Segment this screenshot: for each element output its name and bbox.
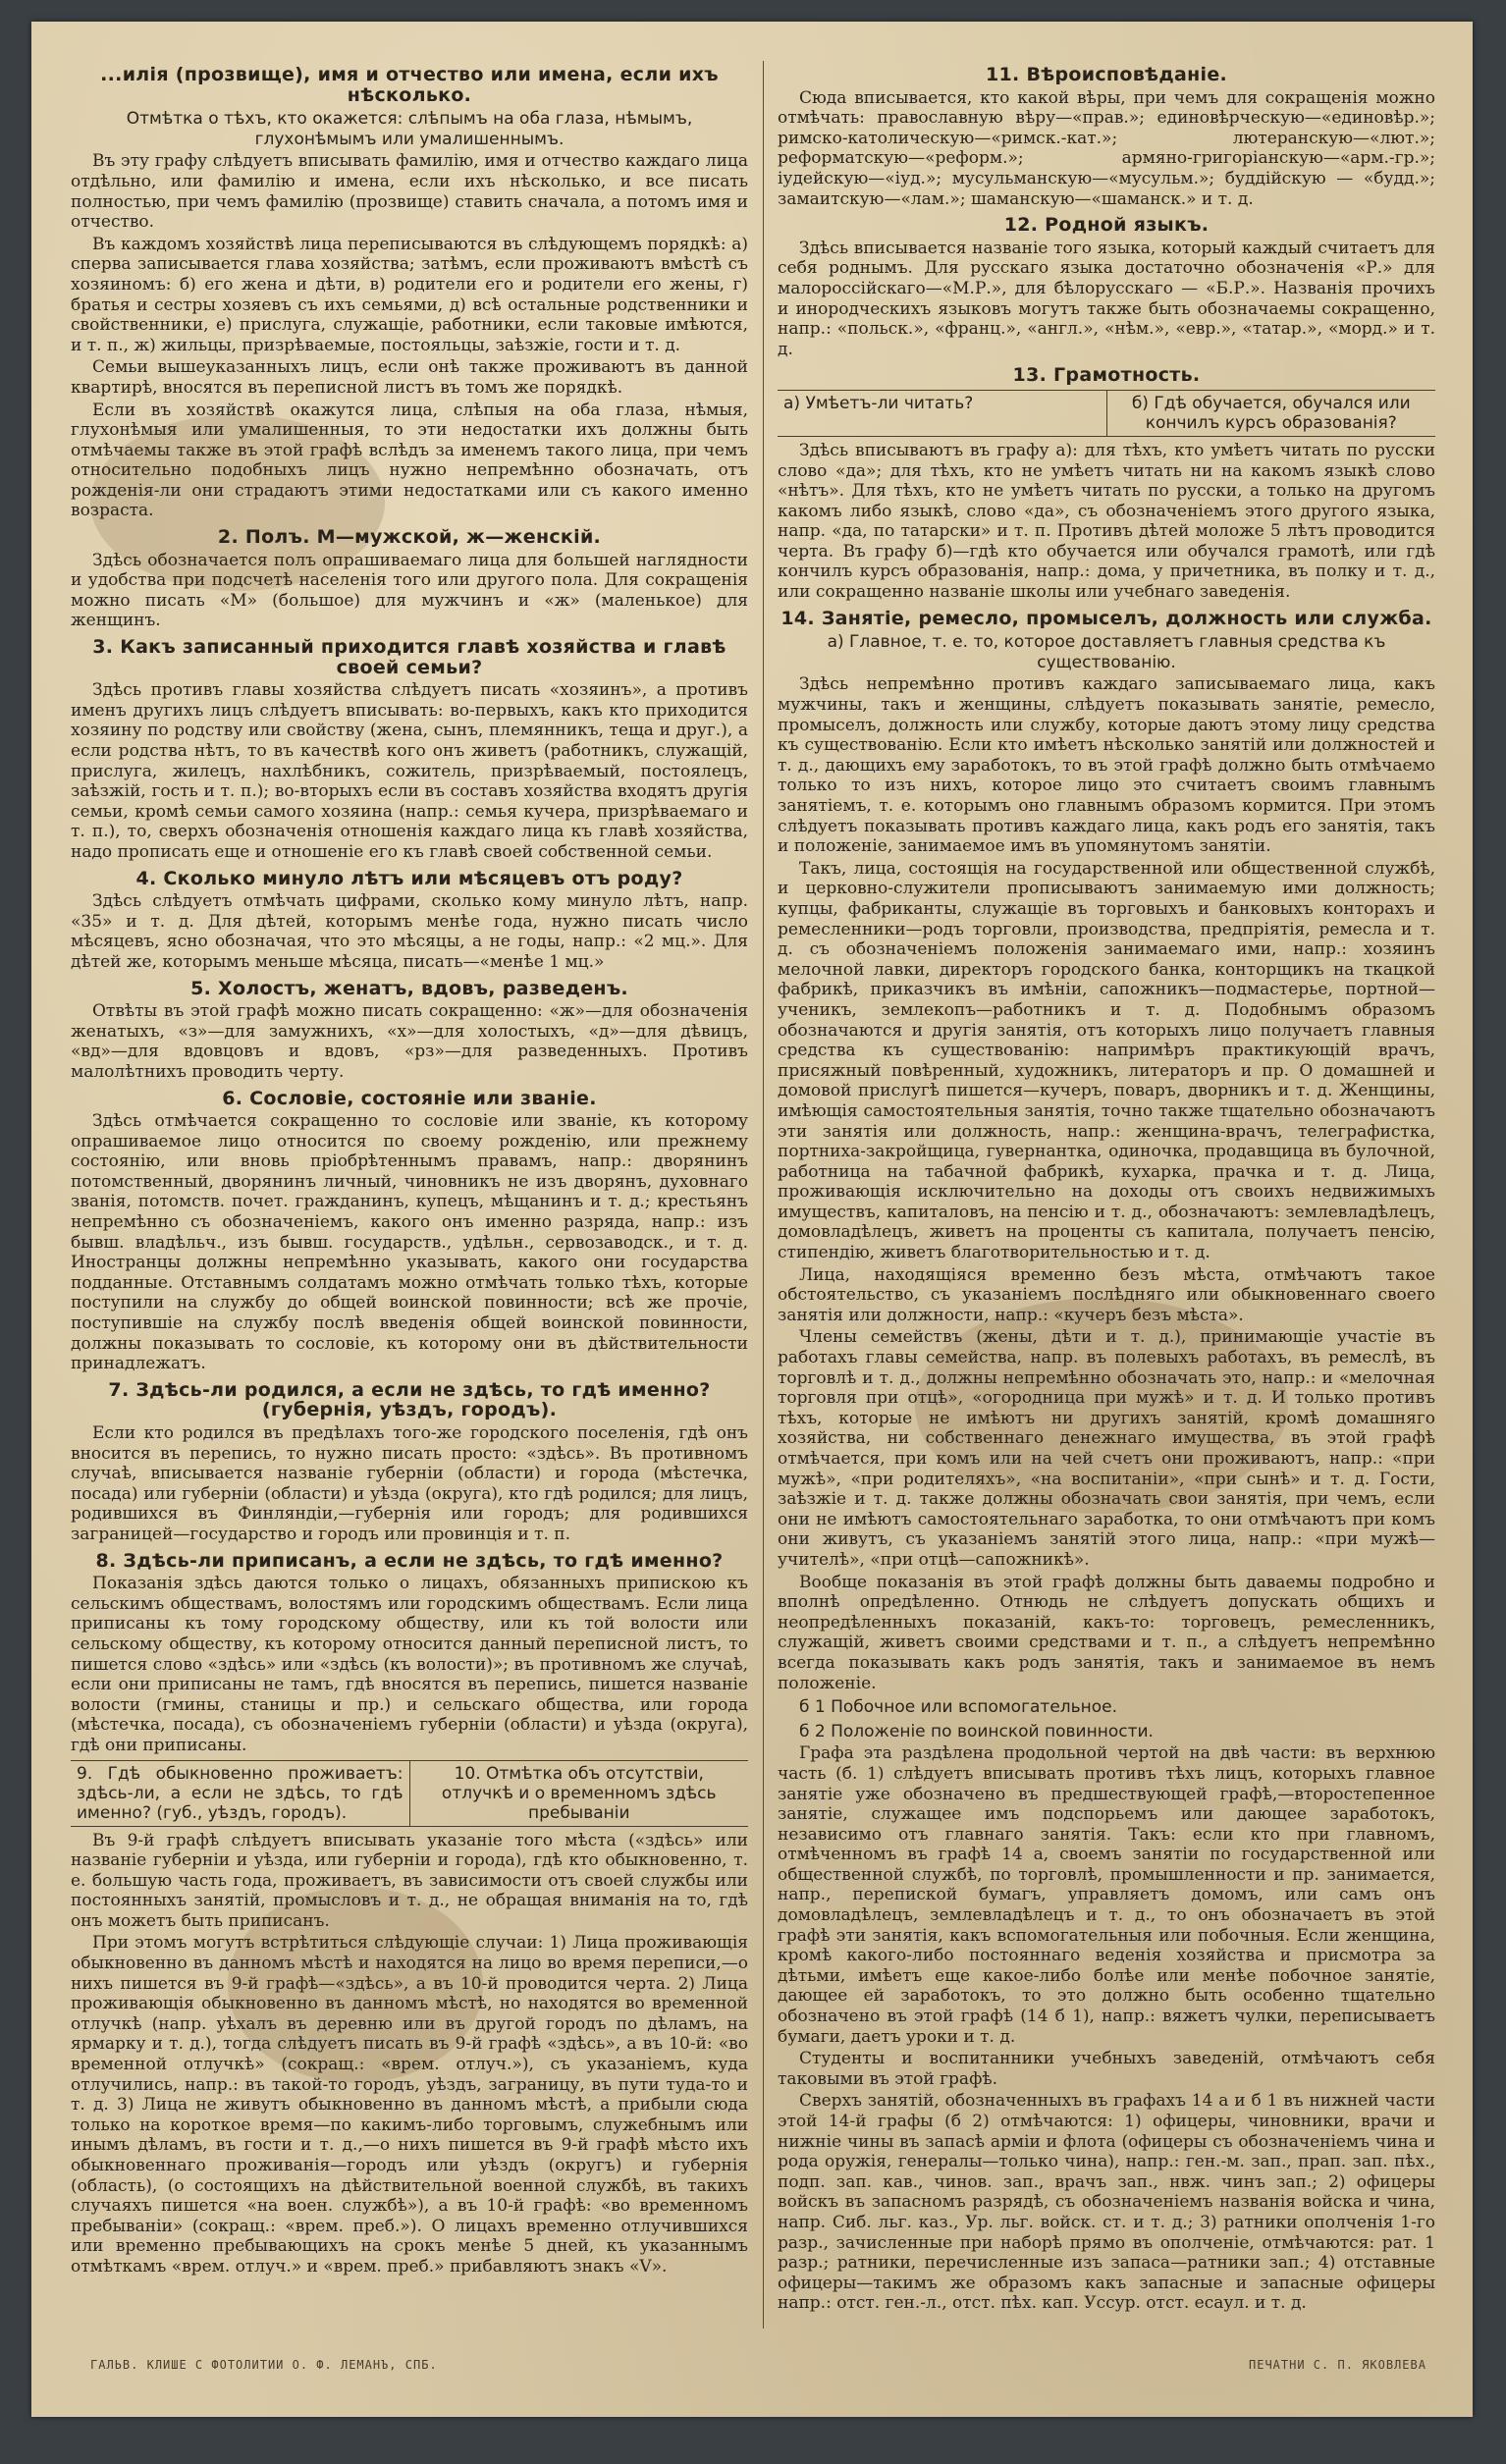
section-14-b1-header: б 1 Побочное или вспомогательное. [799, 1697, 1118, 1718]
paragraph: Здѣсь вписывается названіе того языка, который каждый считаетъ для себя роднымъ. Для русскаго языка достаточно обозначенія «Р.» для малороссійскаго—«М.Р.», для бѣлорусскаго — «Б.Р.». Названія прочихъ и инородческихъ языковъ могутъ также быть обозначаемы сокращенно, напр.: «польск.», «франц.», «англ.», «нѣм.», «евр.», «татар.», «морд.» и т. д. [778, 238, 1435, 359]
section-9-header: 9. Гдѣ обыкновенно проживаетъ: здѣсь-ли, а если не здѣсь, то гдѣ именно? (губ., уѣздъ, городъ). [77, 1763, 403, 1823]
section-13-table [778, 390, 1435, 437]
paragraph: Лица, находящіяся временно безъ мѣста, отмѣчаютъ такое обстоятельство, съ указаніемъ послѣдняго или обыкновеннаго своего занятія или должности, напр.: «кучеръ безъ мѣста». [778, 1264, 1435, 1325]
paragraph: Если въ хозяйствѣ окажутся лица, слѣпыя на оба глаза, нѣмыя, глухонѣмыя или умалишенныя, то эти недостатки ихъ должны быть отмѣчаемы также въ этой графѣ вслѣдъ за именемъ такого лица, при чемъ относительно подобныхъ лицъ нужно непремѣнно обозначать, отъ рожденія-ли они страдаютъ этими недостатками или съ какого именно возраста. [71, 400, 748, 521]
paragraph: Въ каждомъ хозяйствѣ лица переписываются въ слѣдующемъ порядкѣ: а) сперва записывается глава хозяйства; затѣмъ, если проживаютъ вмѣстѣ съ хозяиномъ: б) его жена и дѣти, в) родители его и родители его жены, г) братья и сестры хозяевъ съ ихъ семьями, д) всѣ остальные родственники и свойственники, е) прислуга, служащіе, работники, если таковые имѣются, и т. п., ж) жильцы, призрѣваемые, постояльцы, заѣзжіе, гости и т. д. [71, 234, 748, 355]
sections-9-10-table [71, 1760, 748, 1827]
paragraph: Здѣсь противъ главы хозяйства слѣдуетъ писать «хозяинъ», а противъ именъ другихъ лицъ слѣдуетъ вписывать: во-первыхъ, какъ кто приходится хозяину по родству или свойству (жена, сынъ, племянникъ, теща и друг.), а если родства нѣтъ, то въ качествѣ кого онъ живетъ (работникъ, служащій, прислуга, жилецъ, нахлѣбникъ, сожитель, призрѣваемый, постоялецъ, заѣзжій, гость и т. п.); во-вторыхъ если въ составъ хозяйства входятъ другія семьи, кромѣ семьи самого хозяина (напр.: семья кучера, призрѣваемаго и т. п.), то, сверхъ обозначенія отношенія каждаго лица къ главѣ хозяйства, надо прописать еще и отношеніе его къ главѣ своей собственной семьи. [71, 680, 748, 862]
printer-imprint-left: ГАЛЬВ. КЛИШЕ С ФОТОЛИТИИ О. Ф. ЛЕМАНЪ, СПБ. [90, 2358, 438, 2372]
section-4-header: 4. Сколько минуло лѣтъ или мѣсяцевъ отъ роду? [135, 867, 683, 889]
paragraph: Въ эту графу слѣдуетъ вписывать фамилію, имя и отчество каждаго лица отдѣльно, или фамилію и имена, если ихъ нѣсколько, и все писать полностью, при чемъ фамилію (прозвище) ставить сначала, а потомъ имя и отчество. [71, 151, 748, 233]
section-2-header: 2. Полъ. М—мужской, ж—женскій. [217, 526, 602, 549]
section-14-subheader: а) Главное, т. е. то, которое доставляетъ главныя средства къ существованію. [827, 632, 1386, 672]
section-11-header: 11. Вѣроисповѣданіе. [985, 64, 1228, 85]
column-divider [763, 61, 764, 2329]
paragraph: Графа эта раздѣлена продольной чертой на двѣ части: въ верхнюю часть (б. 1) слѣдуетъ вписывать противъ тѣхъ лицъ, которыхъ главное занятіе уже обозначено въ предшествующей графѣ,—второстепенное занятіе, служащее имъ подспорьемъ или дающее заработокъ, независимо отъ главнаго занятія. Такъ: если кто при главномъ, отмѣченномъ въ графѣ 14 а, своемъ занятіи по государственной или общественной службѣ, по торговлѣ, промышленности и пр. занимается, напр., перепиской бумагъ, управляетъ домомъ, или самъ онъ домовладѣлецъ, землевладѣлецъ и т. д., то онъ обозначаетъ въ этой графѣ эти занятія, какъ вспомогательныя или побочныя. Если женщина, кромѣ какого-либо постояннаго веденія хозяйства и присмотра за дѣтьми, имѣетъ еще какое-либо болѣе или менѣе побочное занятіе, дающее ей заработокъ, то это должно быть особенно тщательно обозначено въ этой графѣ (14 б 1), напр.: вяжетъ чулки, переписываетъ бумаги, даетъ уроки и т. д. [778, 1743, 1435, 2047]
paragraph: Сюда вписывается, кто какой вѣры, при чемъ для сокращенія можно отмѣчать: православную вѣру—«прав.»; единовѣрческую—«единовѣр.»; римско-католическую—«римск.-кат.»; лютеранскую—«лют.»; реформатскую—«реформ.»; армяно-григоріанскую—«арм.-гр.»; іудейскую—«іуд.»; мусульманскую—«мусульм.»; буддійскую — «будд.»; замаитскую—«лам.»; шаманскую—«шаманск.» и т. д. [778, 87, 1435, 209]
paragraph: Сверхъ занятій, обозначенныхъ въ графахъ 14 а и б 1 въ нижней части этой 14-й графы (б 2) отмѣчаются: 1) офицеры, чиновники, врачи и нижніе чины въ запасѣ арміи и флота (офицеры съ обозначеніемъ чина и рода оружія, генералы—только чина), напр.: ген.-м. зап., прап. зап. пѣх., подп. зап. кав., чинов. зап., врачъ зап., нвж. чинъ зап.; 2) офицеры войскъ въ запасномъ разрядѣ, съ обозначеніемъ названія войска и чина, напр. Сиб. льг. каз., Ур. льг. войск. ст. и т. д.; 3) ратники ополченія 1-го разр., зачисленные при наборѣ прямо въ ополченіе, отмѣчаются: рат. 1 разр.; ратники, перечисленные изъ запаса—ратники зап.; 4) отставные офицеры—такимъ же образомъ какъ запасные и запасные офицеры напр.: отст. ген.-л., отст. пѣх. кап. Уссур. отст. есаул. и т. д. [778, 2091, 1435, 2314]
section-12-header: 12. Родной языкъ. [1003, 214, 1210, 237]
section-8-header: 8. Здѣсь-ли приписанъ, а если не здѣсь, то гдѣ именно? [95, 1549, 724, 1572]
right-column [778, 59, 1435, 2316]
section-5-header: 5. Холостъ, женатъ, вдовъ, разведенъ. [190, 977, 628, 999]
section-7-header: 7. Здѣсь-ли родился, а если не здѣсь, то гдѣ именно? (губернія, уѣздъ, городъ). [108, 1378, 711, 1421]
left-column [71, 59, 748, 2279]
paragraph: Здѣсь отмѣчается сокращенно то сословіе или званіе, къ которому опрашиваемое лицо относится по своему рожденію, или прежнему состоянію, или вновь пріобрѣтеннымъ правамъ, напр.: дворянинъ потомственный, дворянинъ личный, чиновникъ не изъ дворянъ, духовнаго званія, потомств. почет. гражданинъ, купецъ, мѣщанинъ и т. д.; крестьянъ непремѣнно съ обозначеніемъ, какого онъ именно разряда, напр.: изъ бывш. владѣльч., изъ бывш. государств., удѣльн., сервозаводск., и т. д. Иностранцы должны непремѣнно указывать, какого они государства подданные. Отставнымъ солдатамъ можно отмѣчать только тѣхъ, которые поступили на службу до общей воинской повинности; всѣ же прочіе, поступившіе на службу послѣ введенія общей воинской повинности, должны показывать то сословіе, къ которому они въ дѣйствительности принадлежатъ. [71, 1111, 748, 1374]
paragraph: Отвѣты въ этой графѣ можно писать сокращенно: «ж»—для обозначенія женатыхъ, «з»—для замужнихъ, «х»—для холостыхъ, «д»—для дѣвицъ, «вд»—для вдовцовъ и вдовъ, «рз»—для разведенныхъ. Противъ малолѣтнихъ проводить черту. [71, 1001, 748, 1082]
paragraph: Въ 9-й графѣ слѣдуетъ вписывать указаніе того мѣста («здѣсь» или названіе губерніи и уѣзда, или губерніи и города), гдѣ кто обыкновенно, т. е. большую часть года, проживаетъ, въ зависимости отъ своей службы или постоянныхъ занятій, промысловъ и т. д., не обращая вниманія на то, гдѣ онъ можетъ быть приписанъ. [71, 1830, 748, 1931]
section-14-header: 14. Занятіе, ремесло, промыселъ, должность или служба. [780, 607, 1432, 629]
paragraph: Здѣсь непремѣнно противъ каждаго записываемаго лица, какъ мужчины, такъ и женщины, слѣдуетъ показывать занятіе, ремесло, промыселъ, должность или службу, которые даютъ этому лицу средства къ существованію. Если кто имѣетъ нѣсколько занятій или должностей и т. д., дающихъ ему заработокъ, то въ этой графѣ должно быть отмѣчаемо только то изъ нихъ, которое лицо это считаетъ своимъ главнымъ занятіемъ, т. е. которымъ оно главнымъ образомъ кормится. При этомъ слѣдуетъ показывать противъ каждаго лица, какъ родъ его занятія, такъ и положеніе, занимаемое имъ въ упомянутомъ занятіи. [778, 674, 1435, 857]
paragraph: Семьи вышеуказанныхъ лицъ, если онѣ также проживаютъ въ данной квартирѣ, вносятся въ переписной листъ въ томъ же порядкѣ. [71, 357, 748, 398]
paragraph: Вообще показанія въ этой графѣ должны быть даваемы подробно и вполнѣ опредѣленно. Отнюдь не слѣдуетъ допускать общихъ и неопредѣленныхъ показаній, какъ-то: торговецъ, ремесленникъ, служащій, живетъ своими средствами и т. п., а слѣдуетъ непремѣнно всегда показывать какъ родъ занятія, такъ и занимаемое въ немъ положеніе. [778, 1572, 1435, 1693]
section-10-header: 10. Отмѣтка объ отсутствіи, отлучкѣ и о временномъ здѣсь пребываніи [409, 1761, 749, 1826]
paragraph: Такъ, лица, состоящія на государственной или общественной службѣ, и церковно-служители прописываютъ занимаемую ими должность; купцы, фабриканты, служащіе въ торговыхъ и банковыхъ конторахъ и ремесленники—родъ торговли, производства, предпріятія, ремесла и т. д. съ обозначеніемъ положенія занимаемаго ими, напр.: хозяинъ мелочной лавки, директоръ городского банка, конторщикъ на ткацкой фабрикѣ, приказчикъ въ имѣніи, сапожникъ—подмастерье, портной—ученикъ, землекопъ—работникъ и т. д. Подобнымъ образомъ обозначаются и другія занятія, отъ которыхъ лицо получаетъ главныя средства къ существованію: напримѣръ практикующій врачъ, присяжный повѣренный, художникъ, литераторъ и пр. О домашней и домовой прислугѣ пишется—кучеръ, поваръ, дворникъ и т. д. Женщины, имѣющія самостоятельныя занятія, точно также тщательно обозначаютъ эти занятія или должность, напр.: женщина-врачъ, телеграфистка, портниха-закройщица, гувернантка, одиночка, продавщица въ булочной, работница на табачной фабрикѣ, кухарка, прачка и т. д. Лица, проживающія исключительно на доходы отъ своихъ недвижимыхъ имуществъ, капиталовъ, на пенсію и т. д., обозначаютъ: землевладѣлецъ, домовладѣлецъ, живетъ на проценты съ капитала, получаетъ пенсію, стипендію, живетъ благотворительностью и т. д. [778, 858, 1435, 1263]
paragraph: При этомъ могутъ встрѣтиться слѣдующіе случаи: 1) Лица проживающія обыкновенно въ данномъ мѣстѣ и находятся на лицо во время переписи,—о нихъ пишется въ 9-й графѣ—«здѣсь», а въ 10-й проводится черта. 2) Лица проживающія обыкновенно въ данномъ мѣстѣ, но находятся во временной отлучкѣ (напр. уѣхалъ въ деревню или въ другой городъ по дѣламъ, на ярмарку и т. д.), тогда слѣдуетъ писать въ 9-й графѣ «здѣсь», а въ 10-й: «во временной отлучкѣ» (сокращ.: «врем. отлуч.»), съ указаніемъ, куда отлучились, напр.: въ такой-то городъ, уѣздъ, заграницу, въ пути туда-то и т. д. 3) Лица не живутъ обыкновенно въ данномъ мѣстѣ, а прибыли сюда только на короткое время—по какимъ-либо торговымъ, служебнымъ или инымъ дѣламъ, въ гости и т. д.,—о нихъ пишется въ 9-й графѣ мѣсто ихъ обыкновеннаго проживанія—городъ или уѣздъ (округъ) и губернія (область), (о состоящихъ на дѣйствительной военной службѣ, въ такихъ случаяхъ пишется «на воен. службѣ»), а въ 10-й графѣ: «во временномъ пребываніи» (сокращ.: «врем. преб.»). О лицахъ временно отлучившихся или временно пребывающихъ на срокъ менѣе 5 дней, къ указаннымъ отмѣткамъ «врем. отлуч.» и «врем. преб.» прибавляютъ знакъ «V». [71, 1933, 748, 2277]
section-14-b2-header: б 2 Положеніе по воинской повинности. [799, 1721, 1154, 1741]
paragraph: Здѣсь слѣдуетъ отмѣчать цифрами, сколько кому минуло лѣтъ, напр. «35» и т. д. Для дѣтей, которымъ менѣе года, нужно писать число мѣсяцевъ, ясно обозначая, что это мѣсяцы, а не годы, напр.: «2 мц.». Для дѣтей же, которымъ меньше мѣсяца, писать—«менѣе 1 мц.» [71, 891, 748, 972]
section-1-header: ...илія (прозвище), имя и отчество или имена, если ихъ нѣсколько. [100, 64, 719, 106]
paragraph: Здѣсь обозначается полъ опрашиваемаго лица для большей наглядности и удобства при подсчетѣ населенія того или другого пола. Для сокращенія можно писать «М» (большое) для мужчинъ и «ж» (маленькое) для женщинъ. [71, 550, 748, 631]
section-13-header: 13. Грамотность. [1012, 364, 1201, 387]
literacy-question-a: а) Умѣетъ-ли читать? [783, 393, 974, 413]
section-6-header: 6. Сословіе, состояніе или званіе. [222, 1087, 597, 1109]
section-1-note: Отмѣтка о тѣхъ, кто окажется: слѣпымъ на оба глаза, нѣмымъ, глухонѣмымъ или умалишеннымъ. [126, 109, 693, 149]
literacy-question-b: б) Гдѣ обучается, обучался или кончилъ курсъ образованія? [1106, 391, 1436, 436]
paragraph: Здѣсь вписываютъ въ графу а): для тѣхъ, кто умѣетъ читать по русски слово «да»; для тѣхъ, кто не умѣетъ читать ни на какомъ языкѣ слово «нѣтъ». Для тѣхъ, кто не умѣетъ читать по русски, а только на другомъ какомъ либо языкѣ, слово «да», съ обозначеніемъ этого другого языка, напр. «да, по татарски» и т. п. Противъ дѣтей моложе 5 лѣтъ проводится черта. Въ графу б)—гдѣ кто обучается или обучался грамотѣ, или гдѣ кончилъ курсъ образованія, напр.: дома, у причетника, въ полку и т. д., или сокращенно названіе школы или учебнаго заведенія. [778, 440, 1435, 603]
section-3-header: 3. Какъ записанный приходится главѣ хозяйства и главѣ своей семьи? [92, 636, 726, 678]
paragraph: Показанія здѣсь даются только о лицахъ, обязанныхъ припискою къ сельскимъ обществамъ, волостямъ или городскимъ обществамъ. Если лица приписаны къ тому городскому обществу, или къ той волости или сельскому обществу, къ которому относится данный переписной листъ, то пишется слово «здѣсь» или «здѣсь (къ волости)»; въ противномъ же случаѣ, если они приписаны не тамъ, гдѣ вносятся въ перепись, пишется названіе волости (гмины, станицы и пр.) и сельскаго общества, или города (мѣстечка, посада), съ обозначеніемъ губерніи (области) и уѣзда (округа), гдѣ они приписаны. [71, 1574, 748, 1755]
printer-imprint-right: ПЕЧАТНИ С. П. ЯКОВЛЕВА [1249, 2358, 1426, 2372]
paragraph: Студенты и воспитанники учебныхъ заведеній, отмѣчаютъ себя таковыми въ этой графѣ. [778, 2049, 1435, 2089]
paragraph: Члены семействъ (жены, дѣти и т. д.), принимающіе участіе въ работахъ главы семейства, напр. въ полевыхъ работахъ, въ ремеслѣ, въ торговлѣ и т. д., должны непремѣнно обозначать это, напр.: и «мелочная торговля при отцѣ», «огородница при мужѣ» и т. д. И только противъ тѣхъ, которые не имѣютъ ни другихъ занятій, кромѣ домашняго хозяйства, ни собственнаго денежнаго имущества, въ этой графѣ отмѣчается, при комъ или на чей счетъ они проживаютъ, напр.: «при мужѣ», «при родителяхъ», «на воспитаніи», «при сынѣ» и т. д. Гости, заѣзжіе и т. д. также должны обозначать свои занятія, при чемъ, если они не имѣютъ самостоятельнаго заработка, то они отмѣчаютъ при комъ они живутъ, съ указаніемъ занятій этого лица, напр.: «при мужѣ—учителѣ», «при отцѣ—сапожникѣ». [778, 1327, 1435, 1570]
census-instruction-sheet [31, 22, 1473, 2417]
paragraph: Если кто родился въ предѣлахъ того-же городского поселенія, гдѣ онъ вносится въ перепись, то нужно писать просто: «здѣсь». Въ противномъ случаѣ, вписывается названіе губерніи (области) и города (мѣстечка, посада) или губерніи (области) и уѣзда (округа), кто гдѣ родился; для лицъ, родившихся въ Финляндіи,—губернія или городъ; для родившихся заграницей—государство и городъ или провинція и т. п. [71, 1423, 748, 1544]
